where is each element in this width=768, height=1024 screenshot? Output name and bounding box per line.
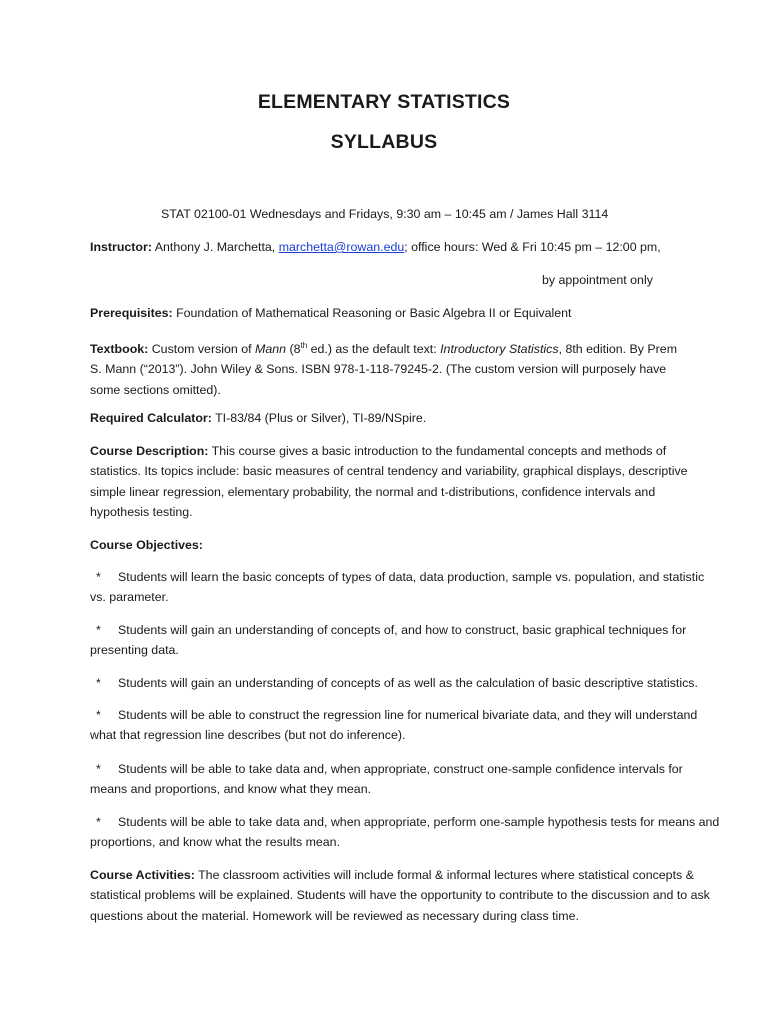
- instructor-name: Anthony J. Marchetta,: [151, 240, 279, 254]
- description-text: This course gives a basic introduction to the fundamental concepts and methods of statistics. Its topics include: basic measures of central tendency and variability, graphical displays, descriptive simple linear regression, elementary probability, the normal and t-distributions, confidence intervals and hypothesis testing.: [90, 444, 688, 519]
- textbook-text-3: ed.) as the default text:: [307, 342, 441, 357]
- course-activities: [90, 865, 720, 926]
- instructor-line: [90, 237, 661, 257]
- textbook-text-1: Custom version of: [148, 342, 256, 357]
- objectives-label: Course Objectives:: [90, 538, 203, 552]
- bullet-star: *: [96, 762, 101, 776]
- objective-text: Students will gain an understanding of concepts of as well as the calculation of basic descriptive statistics.: [118, 676, 698, 690]
- objective-text: Students will be able to construct the regression line for numerical bivariate data, and they will understand what that regression line describes (but not do inference).: [90, 708, 698, 743]
- textbook-paragraph: [90, 336, 680, 400]
- calculator-text: TI-83/84 (Plus or Silver), TI-89/NSpire.: [211, 411, 427, 425]
- objective-item: [90, 673, 720, 693]
- objective-item: [90, 759, 720, 800]
- objective-item: [90, 705, 720, 746]
- prerequisites-text: Foundation of Mathematical Reasoning or Basic Algebra II or Equivalent: [172, 306, 572, 320]
- objective-text: Students will gain an understanding of concepts of, and how to construct, basic graphical techniques for presenting data.: [90, 623, 687, 658]
- prerequisites-label: Prerequisites:: [90, 306, 173, 320]
- textbook-book-title: Introductory Statistics: [440, 342, 559, 357]
- textbook-edition-sup: th: [300, 341, 308, 350]
- office-hours: ; office hours: Wed & Fri 10:45 pm – 12:00 pm,: [404, 240, 661, 254]
- objective-item: [90, 620, 720, 661]
- objective-item: [90, 567, 720, 608]
- bullet-star: *: [96, 815, 101, 829]
- objective-text: Students will be able to take data and, when appropriate, construct one-sample confidence intervals for means and proportions, and know what they mean.: [90, 762, 683, 797]
- bullet-star: *: [96, 708, 101, 722]
- bullet-star: *: [96, 676, 101, 690]
- textbook-text-4: , 8th edition. By Prem S. Mann (“2013”). John Wiley & Sons. ISBN 978-1-118-79245-2. (The custom version will purposely have some sections omitted).: [90, 342, 678, 397]
- instructor-email-link[interactable]: marchetta@rowan.edu: [278, 240, 405, 254]
- instructor-label: Instructor:: [90, 240, 152, 254]
- calculator-line: [90, 408, 426, 428]
- bullet-star: *: [96, 570, 101, 584]
- course-description: [90, 441, 712, 522]
- calculator-label: Required Calculator:: [90, 411, 212, 425]
- objectives-heading: [90, 535, 203, 555]
- prerequisites-line: [90, 303, 571, 323]
- description-label: Course Description:: [90, 444, 209, 458]
- objective-text: Students will be able to take data and, when appropriate, perform one-sample hypothesis tests for means and proportions, and know what the results mean.: [90, 815, 720, 850]
- objective-item: [90, 812, 720, 853]
- bullet-star: *: [96, 623, 101, 637]
- appointment-note: by appointment only: [542, 273, 653, 287]
- activities-label: Course Activities:: [90, 868, 195, 882]
- textbook-author-mann: Mann: [255, 342, 287, 357]
- textbook-text-2: (8: [286, 342, 301, 357]
- course-info: STAT 02100-01 Wednesdays and Fridays, 9:30 am – 10:45 am / James Hall 3114: [161, 207, 609, 221]
- objective-text: Students will learn the basic concepts of types of data, data production, sample vs. population, and statistic vs. parameter.: [90, 570, 705, 605]
- activities-text: The classroom activities will include formal & informal lectures where statistical concepts & statistical problems will be explained. Students will have the opportunity to contribute to the discussion and to ask questions about the material. Homework will be reviewed as necessary during class time.: [90, 868, 710, 923]
- textbook-label: Textbook:: [90, 342, 149, 357]
- document-title: ELEMENTARY STATISTICS: [257, 91, 511, 113]
- document-subtitle: SYLLABUS: [330, 131, 438, 153]
